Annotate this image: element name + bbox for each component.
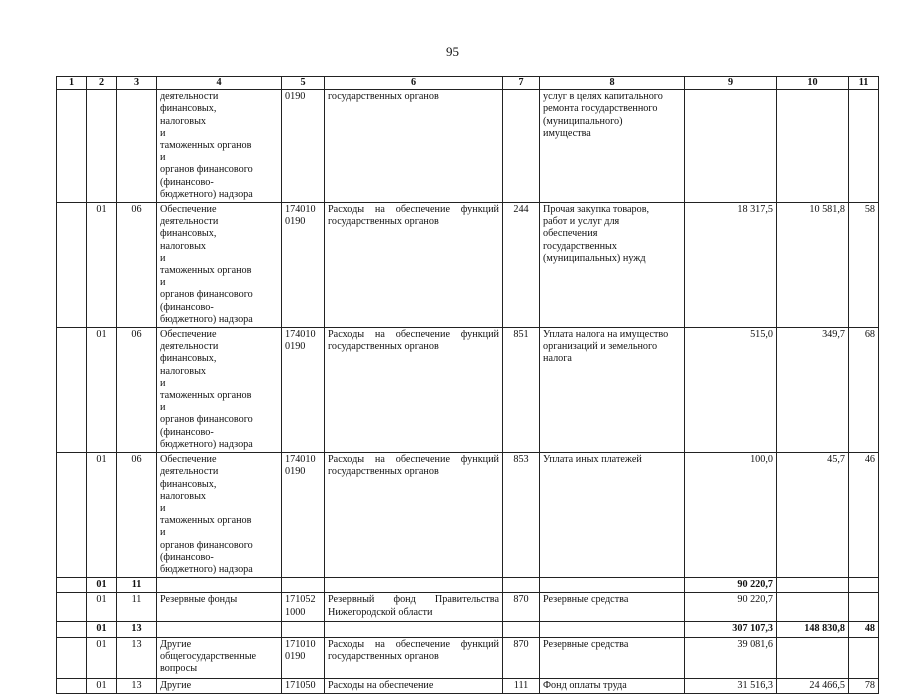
col-header-11: 11 — [849, 77, 879, 90]
cell-executed — [777, 637, 849, 678]
page-number: 95 — [446, 44, 459, 59]
cell-planned: 307 107,3 — [685, 622, 777, 637]
cell-expense-type: 244 — [503, 203, 540, 328]
table-row — [57, 203, 879, 328]
cell-col1 — [57, 593, 87, 622]
table-row — [57, 90, 879, 203]
cell-line: 0190 — [285, 466, 306, 478]
cell-target-code — [282, 622, 325, 637]
cell-line — [160, 491, 278, 515]
cell-target-name: Расходы на обеспечение функций государственных органов — [325, 328, 503, 453]
cell-name — [157, 637, 282, 678]
cell-line-part: и — [160, 277, 166, 289]
table-row — [57, 328, 879, 453]
cell-line-part: и — [160, 502, 166, 514]
cell-col1 — [57, 578, 87, 593]
col-header-1: 1 — [57, 77, 87, 90]
cell-line: органов финансового — [160, 539, 253, 551]
table-row — [57, 593, 879, 622]
cell-subsection — [117, 90, 157, 203]
col-header-5: 5 — [282, 77, 325, 90]
cell-executed: 148 830,8 — [777, 622, 849, 637]
cell-line: бюджетного) надзора — [160, 188, 253, 200]
cell-executed: 349,7 — [777, 328, 849, 453]
cell-expense-type — [503, 578, 540, 593]
cell-line: 1000 — [285, 606, 306, 618]
cell-percent: 48 — [849, 622, 879, 637]
cell-line: (финансово- — [160, 426, 214, 438]
cell-subsection: 06 — [117, 203, 157, 328]
cell-subsection: 06 — [117, 453, 157, 578]
cell-line-part: налоговых — [160, 490, 207, 502]
cell-line: деятельности — [160, 466, 219, 478]
cell-col1 — [57, 637, 87, 678]
cell-line: ремонта государственного — [543, 103, 658, 115]
cell-line: финансовых, — [160, 478, 217, 490]
cell-line: бюджетного) надзора — [160, 313, 253, 325]
cell-line: организаций и земельного — [543, 341, 658, 353]
cell-line: работ и услуг для — [543, 216, 620, 228]
cell-line: (финансово- — [160, 301, 214, 313]
table-row — [57, 678, 879, 693]
table-row — [57, 453, 879, 578]
cell-target-code — [282, 203, 325, 328]
cell-line: (муниципального) — [543, 115, 623, 127]
header-row — [57, 77, 879, 90]
cell-line: 171052 — [285, 594, 316, 606]
cell-line-part: и — [160, 527, 166, 539]
cell-line: 0190 — [285, 216, 306, 228]
cell-line-part: налоговых — [160, 365, 207, 377]
cell-col1 — [57, 678, 87, 693]
cell-percent: 46 — [849, 453, 879, 578]
budget-table — [56, 76, 879, 694]
cell-section: 01 — [87, 593, 117, 622]
cell-target-name: Расходы на обеспечение — [325, 678, 503, 693]
cell-line: обеспечения — [543, 228, 598, 240]
cell-expense-type — [503, 622, 540, 637]
cell-line-part: таможенных органов — [160, 265, 252, 277]
cell-line: финансовых, — [160, 228, 217, 240]
cell-executed — [777, 90, 849, 203]
cell-planned: 31 516,3 — [685, 678, 777, 693]
cell-subsection: 13 — [117, 622, 157, 637]
cell-line: общегосударственные — [160, 650, 257, 662]
cell-executed: 45,7 — [777, 453, 849, 578]
cell-line: органов финансового — [160, 289, 253, 301]
cell-target-name — [325, 622, 503, 637]
cell-section: 01 — [87, 637, 117, 678]
cell-section: 01 — [87, 328, 117, 453]
cell-col1 — [57, 90, 87, 203]
cell-name — [157, 578, 282, 593]
cell-expense-type: 851 — [503, 328, 540, 453]
cell-line-part: и — [160, 152, 166, 164]
cell-percent: 68 — [849, 328, 879, 453]
cell-percent: 58 — [849, 203, 879, 328]
cell-line-part: и — [160, 252, 166, 264]
cell-line: бюджетного) надзора — [160, 563, 253, 575]
cell-target-name: Расходы на обеспечение функций государственных органов — [325, 453, 503, 578]
col-header-2: 2 — [87, 77, 117, 90]
cell-expense-name — [540, 622, 685, 637]
cell-line: вопросы — [160, 662, 198, 674]
cell-subsection: 06 — [117, 328, 157, 453]
cell-line: Резервные фонды — [160, 594, 238, 606]
cell-name — [157, 90, 282, 203]
cell-line: Обеспечение — [160, 204, 217, 216]
cell-col1 — [57, 622, 87, 637]
cell-expense-name — [540, 593, 685, 622]
cell-expense-name — [540, 637, 685, 678]
cell-planned: 515,0 — [685, 328, 777, 453]
cell-line: 171010 — [285, 638, 316, 650]
cell-planned: 90 220,7 — [685, 593, 777, 622]
cell-expense-type: 870 — [503, 593, 540, 622]
cell-line: 0190 — [285, 91, 306, 103]
col-header-4: 4 — [157, 77, 282, 90]
col-header-9: 9 — [685, 77, 777, 90]
cell-name — [157, 622, 282, 637]
cell-name — [157, 593, 282, 622]
cell-line: 174010 — [285, 204, 316, 216]
cell-line — [160, 116, 278, 140]
cell-line: (муниципальных) нужд — [543, 252, 646, 264]
cell-planned — [685, 90, 777, 203]
cell-section: 01 — [87, 203, 117, 328]
cell-line: 171050 — [285, 679, 316, 691]
table-row — [57, 637, 879, 678]
cell-name — [157, 328, 282, 453]
cell-name — [157, 678, 282, 693]
cell-line: (финансово- — [160, 551, 214, 563]
cell-subsection: 11 — [117, 578, 157, 593]
cell-executed — [777, 578, 849, 593]
cell-line — [160, 241, 278, 265]
cell-name — [157, 203, 282, 328]
cell-line: 0190 — [285, 341, 306, 353]
cell-expense-type — [503, 90, 540, 203]
cell-line: Уплата иных платежей — [543, 454, 642, 466]
cell-subsection: 11 — [117, 593, 157, 622]
cell-line: 174010 — [285, 329, 316, 341]
cell-line: деятельности — [160, 91, 219, 103]
table-row — [57, 622, 879, 637]
cell-percent — [849, 90, 879, 203]
cell-line: финансовых, — [160, 103, 217, 115]
cell-line: 174010 — [285, 454, 316, 466]
cell-line-part: и — [160, 402, 166, 414]
cell-target-name — [325, 578, 503, 593]
cell-line — [160, 265, 278, 289]
cell-expense-name — [540, 328, 685, 453]
cell-line: (финансово- — [160, 176, 214, 188]
cell-target-code — [282, 90, 325, 203]
cell-col1 — [57, 453, 87, 578]
cell-percent — [849, 578, 879, 593]
cell-line: услуг в целях капитального — [543, 91, 663, 103]
cell-line: Другие — [160, 638, 192, 650]
cell-expense-name — [540, 578, 685, 593]
cell-percent — [849, 637, 879, 678]
cell-line: Уплата налога на имущество — [543, 329, 669, 341]
cell-executed — [777, 593, 849, 622]
cell-subsection: 13 — [117, 637, 157, 678]
cell-line: деятельности — [160, 216, 219, 228]
cell-line-part: таможенных органов — [160, 515, 252, 527]
cell-line-part: таможенных органов — [160, 140, 252, 152]
cell-line: 0190 — [285, 650, 306, 662]
cell-target-code — [282, 637, 325, 678]
cell-line: деятельности — [160, 341, 219, 353]
cell-target-code — [282, 328, 325, 453]
cell-target-name: государственных органов — [325, 90, 503, 203]
cell-line-part: и — [160, 377, 166, 389]
cell-subsection: 13 — [117, 678, 157, 693]
cell-name — [157, 453, 282, 578]
cell-line: имущества — [543, 127, 591, 139]
cell-percent — [849, 593, 879, 622]
cell-expense-type: 870 — [503, 637, 540, 678]
cell-line — [160, 515, 278, 539]
col-header-8: 8 — [540, 77, 685, 90]
cell-target-name: Резервный фонд Правительства Нижегородской области — [325, 593, 503, 622]
cell-planned: 39 081,6 — [685, 637, 777, 678]
cell-expense-name — [540, 453, 685, 578]
cell-col1 — [57, 203, 87, 328]
cell-section: 01 — [87, 678, 117, 693]
cell-executed: 10 581,8 — [777, 203, 849, 328]
cell-line: государственных — [543, 240, 617, 252]
table-row — [57, 578, 879, 593]
cell-line: Резервные средства — [543, 638, 629, 650]
cell-line-part: таможенных органов — [160, 390, 252, 402]
cell-line: Резервные средства — [543, 594, 629, 606]
cell-target-code — [282, 578, 325, 593]
cell-line-part: налоговых — [160, 240, 207, 252]
cell-target-code — [282, 593, 325, 622]
cell-target-name: Расходы на обеспечение функций государственных органов — [325, 637, 503, 678]
cell-expense-name — [540, 203, 685, 328]
cell-percent: 78 — [849, 678, 879, 693]
cell-section: 01 — [87, 622, 117, 637]
cell-planned: 100,0 — [685, 453, 777, 578]
cell-line — [160, 390, 278, 414]
cell-target-code — [282, 453, 325, 578]
col-header-7: 7 — [503, 77, 540, 90]
cell-expense-name — [540, 678, 685, 693]
cell-target-code — [282, 678, 325, 693]
cell-line: бюджетного) надзора — [160, 438, 253, 450]
cell-section: 01 — [87, 578, 117, 593]
cell-line — [160, 366, 278, 390]
cell-line: органов финансового — [160, 164, 253, 176]
col-header-6: 6 — [325, 77, 503, 90]
cell-expense-type: 111 — [503, 678, 540, 693]
col-header-3: 3 — [117, 77, 157, 90]
cell-line: Другие — [160, 679, 192, 691]
cell-line: Обеспечение — [160, 329, 217, 341]
col-header-10: 10 — [777, 77, 849, 90]
cell-planned: 18 317,5 — [685, 203, 777, 328]
cell-col1 — [57, 328, 87, 453]
cell-section — [87, 90, 117, 203]
cell-expense-type: 853 — [503, 453, 540, 578]
cell-planned: 90 220,7 — [685, 578, 777, 593]
cell-section: 01 — [87, 453, 117, 578]
cell-line: налога — [543, 353, 572, 365]
cell-line-part: и — [160, 127, 166, 139]
cell-line: Обеспечение — [160, 454, 217, 466]
cell-line: финансовых, — [160, 353, 217, 365]
cell-expense-name — [540, 90, 685, 203]
cell-target-name: Расходы на обеспечение функций государственных органов — [325, 203, 503, 328]
cell-line: Прочая закупка товаров, — [543, 204, 650, 216]
cell-line — [160, 140, 278, 164]
cell-executed: 24 466,5 — [777, 678, 849, 693]
cell-line: органов финансового — [160, 414, 253, 426]
cell-line-part: налоговых — [160, 115, 207, 127]
cell-line: Фонд оплаты труда — [543, 679, 627, 691]
